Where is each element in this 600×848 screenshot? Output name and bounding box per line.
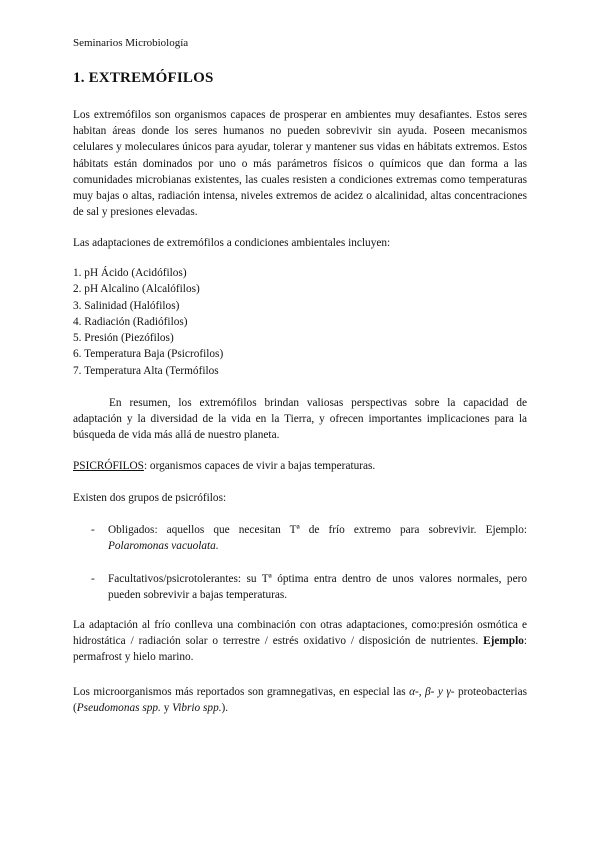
- dash-bullet: -: [91, 524, 95, 536]
- genus-pseudomonas: Pseudomonas spp.: [76, 702, 161, 715]
- cold-adaptation-paragraph: [73, 617, 527, 666]
- intro-paragraph: Los extremófilos son organismos capaces de prosperar en ambientes muy desafiantes. Estos seres habitan áreas donde los seres humanos no pueden sobrevivir sin ayuda. Poseen mecanismos celulares y moleculares únicos para ayudar, tolerar y mantener sus vidas en hábitats extremos. Estos hábitats están dominados por uno o más parámetros físicos o químicos que dan forma a las comunidades microbianas existentes, las cuales resisten a condiciones extremas como temperaturas muy bajas o altas, radiación intensa, niveles extremos de acidez o alcalinidad, altas concentraciones de sal y presiones elevadas.: [73, 109, 527, 219]
- micro-end: ).: [221, 702, 229, 715]
- section-title: 1. EXTREMÓFILOS: [73, 70, 214, 86]
- psicrofilos-term: PSICRÓFILOS: [73, 460, 144, 472]
- psicrofilos-definition: [73, 458, 527, 474]
- groups-intro: Existen dos grupos de psicrófilos:: [73, 492, 227, 504]
- example-label: Ejemplo: [483, 635, 524, 648]
- example-text: : permafrost y hielo marino.: [73, 635, 527, 664]
- page-header: Seminarios Microbiología: [73, 37, 189, 49]
- group-text: Obligados: aquellos que necesitan Tª de frío extremo para sobrevivir. Ejemplo:: [108, 524, 527, 536]
- group-example: Polaromonas vacuolata.: [108, 540, 219, 553]
- adaptations-list: [73, 265, 223, 379]
- list-item: 7. Temperatura Alta (Termófilos: [73, 364, 219, 377]
- group-text: Facultativos/psicrotolerantes: su Tª óptima entra dentro de unos valores normales, pero pueden sobrevivir a bajas temperaturas.: [108, 573, 527, 602]
- genus-vibrio: Vibrio spp.: [172, 702, 222, 715]
- list-item: 1. pH Ácido (Acidófilos): [73, 267, 187, 279]
- summary-paragraph: En resumen, los extremófilos brindan valiosas perspectivas sobre la capacidad de adaptación y la diversidad de la vida en la Tierra, y ofrecen importantes implicaciones para la búsqueda de vida más allá de nuestro planeta.: [73, 397, 527, 442]
- microorganisms-paragraph: [73, 684, 527, 716]
- list-item: 5. Presión (Piezófilos): [73, 332, 174, 345]
- group-item-facultativos: [91, 571, 527, 603]
- adaptations-intro: Las adaptaciones de extremófilos a condiciones ambientales incluyen:: [73, 237, 391, 249]
- micro-and: y: [160, 702, 173, 715]
- group-item-obligados: [91, 522, 527, 554]
- micro-text2: proteobacterias (: [73, 686, 527, 715]
- micro-text1: Los microorganismos más reportados son gramnegativas, en especial las: [73, 686, 406, 698]
- list-item: 3. Salinidad (Halófilos): [73, 299, 180, 312]
- list-item: 2. pH Alcalino (Alcalófilos): [73, 283, 200, 296]
- dash-bullet: -: [91, 573, 95, 585]
- greek-letters: α-, β- y γ-: [409, 686, 455, 698]
- list-item: 6. Temperatura Baja (Psicrofilos): [73, 348, 224, 361]
- psicrofilos-definition-text: : organismos capaces de vivir a bajas temperaturas.: [143, 460, 376, 472]
- cold-text: La adaptación al frío conlleva una combinación con otras adaptaciones, como:presión osmótica e hidrostática / radiación solar o terrestre / estrés oxidativo / disposición de nutrientes.: [73, 619, 527, 648]
- list-item: 4. Radiación (Radiófilos): [73, 315, 188, 328]
